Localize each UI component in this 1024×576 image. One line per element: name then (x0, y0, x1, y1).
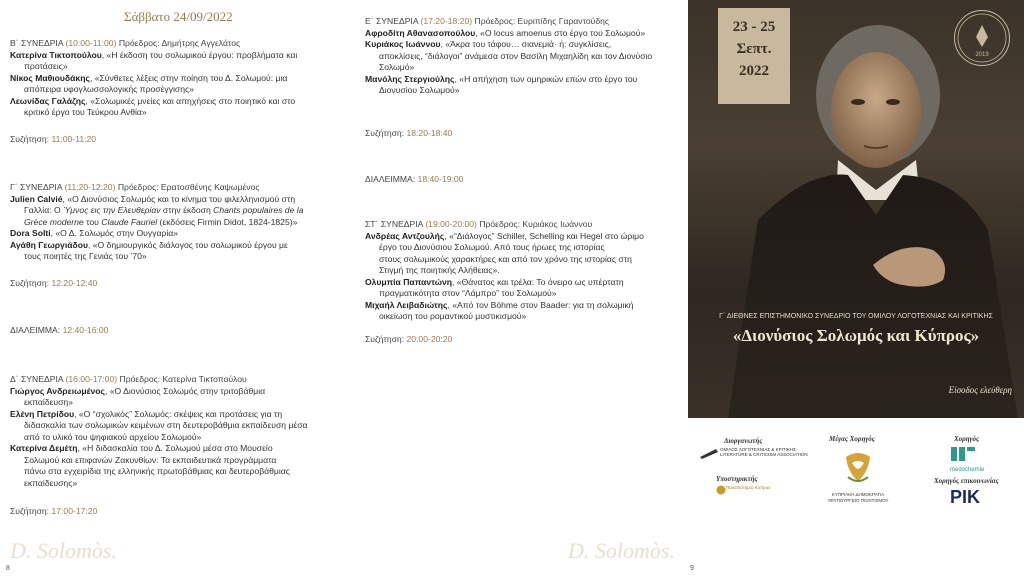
seal-year: 2019 (975, 52, 989, 58)
dove-emblem-icon (838, 447, 878, 487)
major-sponsor-name-1: ΚΥΠΡΙΑΚΗ ΔΗΜΟΚΡΑΤΙΑ (831, 492, 885, 497)
left-page (0, 0, 360, 576)
talk-line: κριτικό έργο του Τεύκρου Ανθία» (24, 107, 147, 117)
talk: Κατερίνα Τικτοπούλου, «Η έκδοση του σολωμικού έργου: προβλήματα και (10, 49, 298, 60)
pen-icon (698, 447, 720, 461)
talk: Αγάθη Γεωργιάδου, «Ο δημιουργικός διάλογος του σολωμικού έργου με (10, 239, 288, 250)
talk: Αφροδίτη Αθανασοπούλου, «Ο locus amoenus στο έργο του Σολωμού» (365, 27, 646, 38)
talk-line: απόπειρα υφογλωσσολογικής προσέγγισης» (24, 84, 194, 94)
middle-page (360, 0, 694, 576)
session-b (10, 38, 360, 119)
media-sponsor-label: Χορηγός επικοινωνίας (934, 477, 999, 485)
talk-line: οικείωση του ρομαντικού μυστικισμού» (379, 311, 527, 321)
cyprus-emblem-logo (838, 447, 878, 487)
page-number: 9 (690, 565, 694, 572)
supporter-logo (716, 485, 776, 495)
session-title: ΣΤ΄ ΣΥΝΕΔΡΙΑ (19:00-20:00) Πρόεδρος: Κυριάκος Ιωάννου (365, 219, 593, 229)
discussion: Συζήτηση: 18:20-18:40 (365, 128, 453, 138)
poster (688, 0, 1024, 418)
discussion: Συζήτηση: 11:00-11:20 (10, 134, 97, 144)
date-month: Σεπτ. (736, 41, 772, 57)
session-title: Β΄ ΣΥΝΕΔΡΙΑ (10:00-11:00) Πρόεδρος: Δημήτρης Αγγελάτος (10, 38, 241, 48)
date-year: 2022 (739, 63, 769, 79)
talk-line: προτάσεις» (24, 61, 68, 71)
talk-line: Σολωμό» (379, 62, 415, 72)
talk-line: Διονυσίου Σολωμού» (379, 85, 460, 95)
talk: Dora Solti, «Ο Δ. Σολωμός στην Ουγγαρία» (10, 228, 178, 238)
talk: Μανόλης Στεργιούλης, «Η απήχηση των ομηρικών επών στο έργο του (365, 73, 638, 84)
medochemie-logo (950, 445, 990, 473)
break: ΔΙΑΛΕΙΜΜΑ: 12:40-16:00 (10, 325, 109, 335)
talk: Λεωνίδας Γαλάζης, «Σολωμικές μνείες και απηχήσεις στο ποιητικό και στο (10, 95, 296, 106)
talk-line: πάνω στα εγχειρίδια της ελληνικής πρωτοβάθμιας και δευτεροβάθμιας (24, 466, 290, 476)
date-box (718, 8, 790, 104)
talk-line: αποκλίσεις, “διάλογοι” ανάμεσα στον Βασίλη Μιχαηλίδη και τον Διονύσιο (379, 50, 653, 61)
rik-logo: ΡΙΚ (950, 487, 981, 507)
session-title: Γ΄ ΣΥΝΕΔΡΙΑ (11:20-12:20) Πρόεδρος: Ερατοσθένης Καψωμένος (10, 182, 260, 192)
talk: Ανδρέας Αντζουλής, «“Διάλογος” Schiller, Schelling και Hegel στο ώριμο (365, 230, 644, 241)
association-seal-logo (954, 10, 1010, 66)
session-title: Δ΄ ΣΥΝΕΔΡΙΑ (16:00-17:00) Πρόεδρος: Κατερίνα Τικτοπούλου (10, 374, 247, 384)
conference-subtitle: Γ΄ ΔΙΕΘΝΕΣ ΕΠΙΣΤΗΜΟΝΙΚΟ ΣΥΝΕΔΡΙΟ ΤΟΥ ΟΜΙΛΟΥ ΛΟΓΟΤΕΧΝΙΑΣ ΚΑΙ ΚΡΙΤΙΚΗΣ (719, 313, 993, 320)
session-d (10, 374, 360, 489)
talk-line: στους σολωμικούς χαρακτήρες και από τον χρόνο της ιστορίας στη (379, 253, 632, 264)
day-heading: Σάββατο 24/09/2022 (124, 9, 233, 24)
page-number: 8 (6, 565, 10, 572)
signature: D. Solomòs. (568, 538, 675, 563)
major-sponsor-name-2: ΥΦΥΠΟΥΡΓΕΙΟ ΠΟΛΙΤΙΣΜΟΥ (827, 498, 889, 503)
discussion: Συζήτηση: 20:00-20:20 (365, 334, 453, 344)
talk: Κυριάκος Ιωάννου, «Άκρα του τάφου… σιανεμιά· ή: συγκλίσεις, (365, 39, 612, 49)
date-range: 23 - 25 (732, 19, 776, 35)
sponsor-label: Χορηγός (954, 435, 980, 443)
sponsor-name: medochemie (950, 467, 985, 473)
supporter-label: Υποστηρικτής (716, 475, 758, 483)
signature: D. Solomòs. (10, 538, 117, 563)
talk-line: πραγματικότητα στον “Λάμπρο” του Σολωμού» (379, 288, 557, 298)
session-title: Ε΄ ΣΥΝΕΔΡΙΑ (17:20-18:20) Πρόεδρος: Ευριπίδης Γαραντούδης (365, 16, 610, 26)
university-crest-icon (716, 485, 726, 495)
discussion: Συζήτηση: 12:20-12:40 (10, 278, 98, 288)
talk-line: διδασκαλία των σολωμικών κειμένων στη δευτεροβάθμια εκπαίδευση μέσα (24, 420, 308, 430)
talk-line: εκπαίδευση» (24, 397, 73, 407)
discussion: Συζήτηση: 17:00-17:20 (10, 506, 98, 516)
talk-line: έργο του Διονύσιου Σολωμού. Από τους ήρωες της ιστορίας (379, 242, 605, 252)
major-sponsor-label: Μέγας Χορηγός (829, 435, 875, 443)
talk: Γιώργος Ανδρειωμένος, «Ο Διονύσιος Σολωμός στην τριτοβάθμια (10, 385, 266, 396)
break: ΔΙΑΛΕΙΜΜΑ: 18:40-19:00 (365, 174, 464, 184)
session-e (365, 16, 687, 97)
talk-line: Σολωμού και επιφανών Ζακυνθίων: Τα εκπαιδευτικά προγράμματα (24, 454, 277, 465)
organizer-name: ΟΜΙΛΟΣ ΛΟΓΟΤΕΧΝΙΑΣ & ΚΡΙΤΙΚΗΣ · LITERATURE & CRITICISM ASSOCIATION (720, 447, 808, 457)
pen-nib-icon (955, 11, 1009, 65)
free-entry: Είσοδος ελεύθερη (948, 385, 1012, 395)
organizer-logo (698, 447, 808, 461)
right-page (688, 0, 1024, 576)
session-c (10, 182, 360, 263)
talk: Νίκος Μαθιουδάκης, «Σύνθετες λέξεις στην ποίηση του Δ. Σολωμού: μια (10, 72, 288, 83)
talk-line: εκπαίδευσης» (24, 477, 78, 488)
talk: Ελένη Πετρίδου, «Ο “σχολικός” Σολωμός: σκέψεις και προτάσεις για τη (10, 408, 283, 419)
talk-line: τους ποιητές της Γενιάς του ’70» (24, 251, 147, 261)
mc-logo-icon (950, 445, 976, 463)
talk-line: Γαλλία: Ο Ύμνος εις την Ελευθερίαν στην έκδοση Chants populaires de la (24, 205, 304, 215)
talk: Julien Calvié, «Ο Διονύσιος Σολωμός και το κίνημα του φιλελληνισμού στη (10, 193, 296, 204)
talk: Ολυμπία Παπαντώνη, «Θάνατος και τρέλα: Το όνειρο ως υπέρτατη (365, 276, 624, 287)
talk-line: Στιγμή της ποιητικής Αλήθειας». (379, 265, 500, 275)
conference-title: «Διονύσιος Σολωμός και Κύπρος» (732, 326, 980, 345)
talk: Μιχαήλ Λειβαδιώτης, «Από τον Böhme στον Baader: για τη σολωμική (365, 299, 634, 310)
talk: Κατερίνα Δεμέτη, «Η διδασκαλία του Δ. Σολωμού μέσα στο Μουσείο (10, 443, 273, 453)
organizer-label: Διοργανωτής (724, 437, 763, 445)
talk-line: από το υλικό του ψηφιακού αρχείου Σολωμού» (24, 431, 202, 442)
supporter-name: Πανεπιστήμιο Κύπρου (726, 485, 771, 490)
session-st (365, 219, 687, 323)
talk-line: Grèce moderne του Claude Fauriel (εκδόσεις Firmin Didot, 1824-1825)» (24, 216, 298, 227)
